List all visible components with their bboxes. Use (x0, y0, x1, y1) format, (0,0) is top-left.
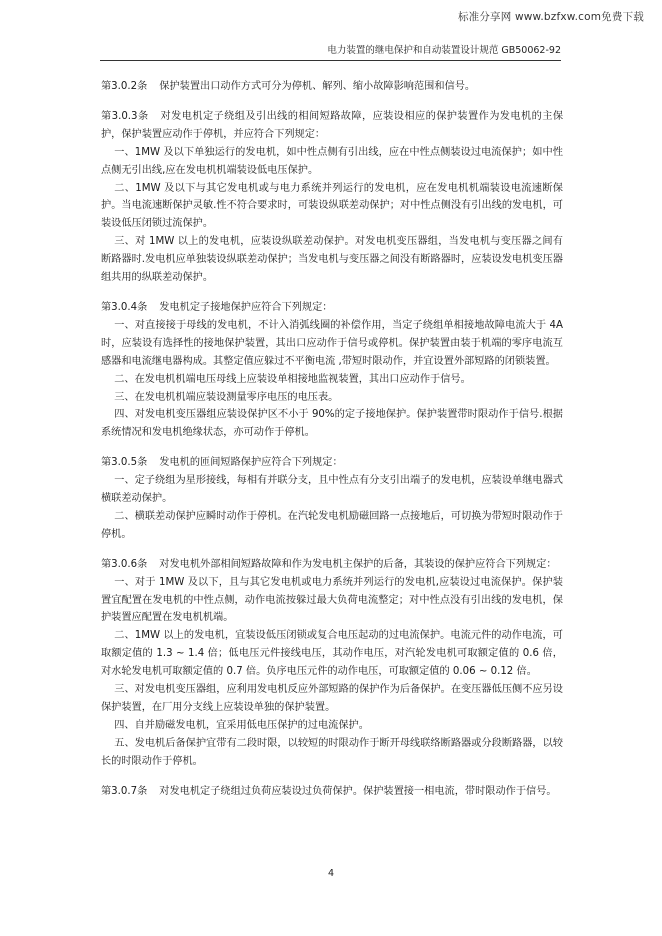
article-item: 三、在发电机机端应装设测量零序电压的电压表。 (114, 391, 339, 403)
article-number: 第3.0.2条 (101, 81, 148, 92)
article-number: 第3.0.3条 (101, 110, 149, 122)
article-item: 三、对 1MW 以上的发电机，应装设纵联差动保护。对发电机变压器组，当发电机与变压器之间有断路器时.发电机应单独装设纵联差动保护；当发电机与变压器之间没有断路器时，应装设发电机变压器组共用的纵联差动保护。 (101, 236, 563, 284)
article-item: 一、1MW 及以下单独运行的发电机，如中性点侧有引出线，应在中性点侧装设过电流保护；如中性点侧无引出线,应在发电机机端装设低电压保护。 (101, 146, 563, 176)
article-number: 第3.0.6条 (101, 558, 148, 570)
article-paragraph (101, 556, 563, 574)
article-item: 二、1MW 以上的发电机，宜装设低压闭锁或复合电压起动的过电流保护。电流元件的动作电流，可取额定值的 1.3 ~ 1.4 倍；低电压元件接线电压，其动作电压，对汽轮发电机可取额定值的 0.6 倍，对水轮发电机可取额定值的 0.7 倍。负序电压元件的动作电压，可取额定值的 0.06 ~ 0.12 倍。 (101, 630, 563, 678)
article-3-0-2 (101, 78, 563, 96)
article-item: 一、对直接接于母线的发电机，不计入消弧线圈的补偿作用，当定子绕组单相接地故障电流大于 4A 时，应装设有选择性的接地保护装置，其出口应动作于信号或停机。保护装置由装于机端的零序电流互感器和电流继电器构成。其整定值应躲过不平衡电流 ,带短时限动作，并宜设置外部短路的闭锁装置。 (101, 319, 563, 367)
article-paragraph (101, 454, 563, 472)
article-item: 四、对发电机变压器组应装设保护区不小于 90%的定子接地保护。保护装置带时限动作于信号.根据系统情况和发电机绝缘状态，亦可动作于停机。 (101, 409, 563, 439)
article-text: 发电机定子接地保护应符合下列规定： (159, 301, 333, 313)
article-3-0-6 (101, 556, 563, 771)
article-paragraph (101, 783, 563, 801)
article-text: 对发电机外部相间短路故障和作为发电机主保护的后备，其装设的保护应符合下列规定： (159, 558, 557, 570)
article-3-0-3 (101, 108, 563, 287)
article-3-0-5 (101, 454, 563, 544)
running-header: 电力装置的继电保护和自动装置设计规范 GB50062-92 (100, 42, 561, 61)
page-number: 4 (327, 868, 335, 879)
article-number: 第3.0.4条 (101, 301, 148, 313)
article-text: 对发电机定子绕组过负荷应装设过负荷保护。保护装置接一相电流，带时限动作于信号。 (159, 785, 557, 797)
article-number: 第3.0.7条 (101, 785, 148, 797)
article-item: 一、定子绕组为星形接线，每相有并联分支，且中性点有分支引出端子的发电机，应装设单继电器式横联差动保护。 (101, 475, 563, 505)
article-text: 保护装置出口动作方式可分为停机、解列、缩小故障影响范围和信号。 (159, 81, 476, 92)
article-item: 五、发电机后备保护宜带有二段时限，以较短的时限动作于断开母线联络断路器或分段断路器，以较长的时限动作于停机。 (101, 737, 563, 767)
article-text: 发电机的匝间短路保护应符合下列规定： (159, 457, 343, 469)
article-item: 四、自并励磁发电机，宜采用低电压保护的过电流保护。 (114, 719, 369, 731)
article-paragraph (101, 299, 563, 317)
article-text: 对发电机定子绕组及引出线的相间短路故障，应装设相应的保护装置作为发电机的主保护，保护装置应动作于停机，并应符合下列规定： (101, 110, 564, 140)
article-item: 一、对于 1MW 及以下，且与其它发电机或电力系统并列运行的发电机,应装设过电流保护。保护装置宜配置在发电机的中性点侧，动作电流按躲过最大负荷电流整定；对中性点没有引出线的发电机，保护装置应配置在发电机机端。 (101, 576, 563, 624)
article-3-0-7 (101, 783, 563, 801)
article-item: 二、在发电机机端电压母线上应装设单相接地监视装置，其出口应动作于信号。 (114, 373, 471, 385)
article-paragraph (101, 78, 563, 96)
article-3-0-4 (101, 299, 563, 442)
article-item: 三、对发电机变压器组，应利用发电机反应外部短路的保护作为后备保护。在变压器低压侧不应另设保护装置，在厂用分支线上应装设单独的保护装置。 (101, 684, 563, 713)
article-item: 二、横联差动保护应瞬时动作于停机。在汽轮发电机励磁回路一点接地后，可切换为带短时限动作于停机。 (101, 510, 563, 540)
document-body (101, 78, 563, 813)
watermark-text: 标准分享网 www.bzfxw.com免费下载 (457, 11, 644, 23)
article-item: 二、1MW 及以下与其它发电机或与电力系统并列运行的发电机，应在发电机机端装设电流速断保护。当电流速断保护灵敏.性不符合要求时，可装设纵联差动保护；对中性点侧没有引出线的发电机，可装设低压闭锁过流保护。 (101, 182, 563, 230)
article-number: 第3.0.5条 (101, 457, 148, 469)
article-paragraph (101, 108, 563, 144)
